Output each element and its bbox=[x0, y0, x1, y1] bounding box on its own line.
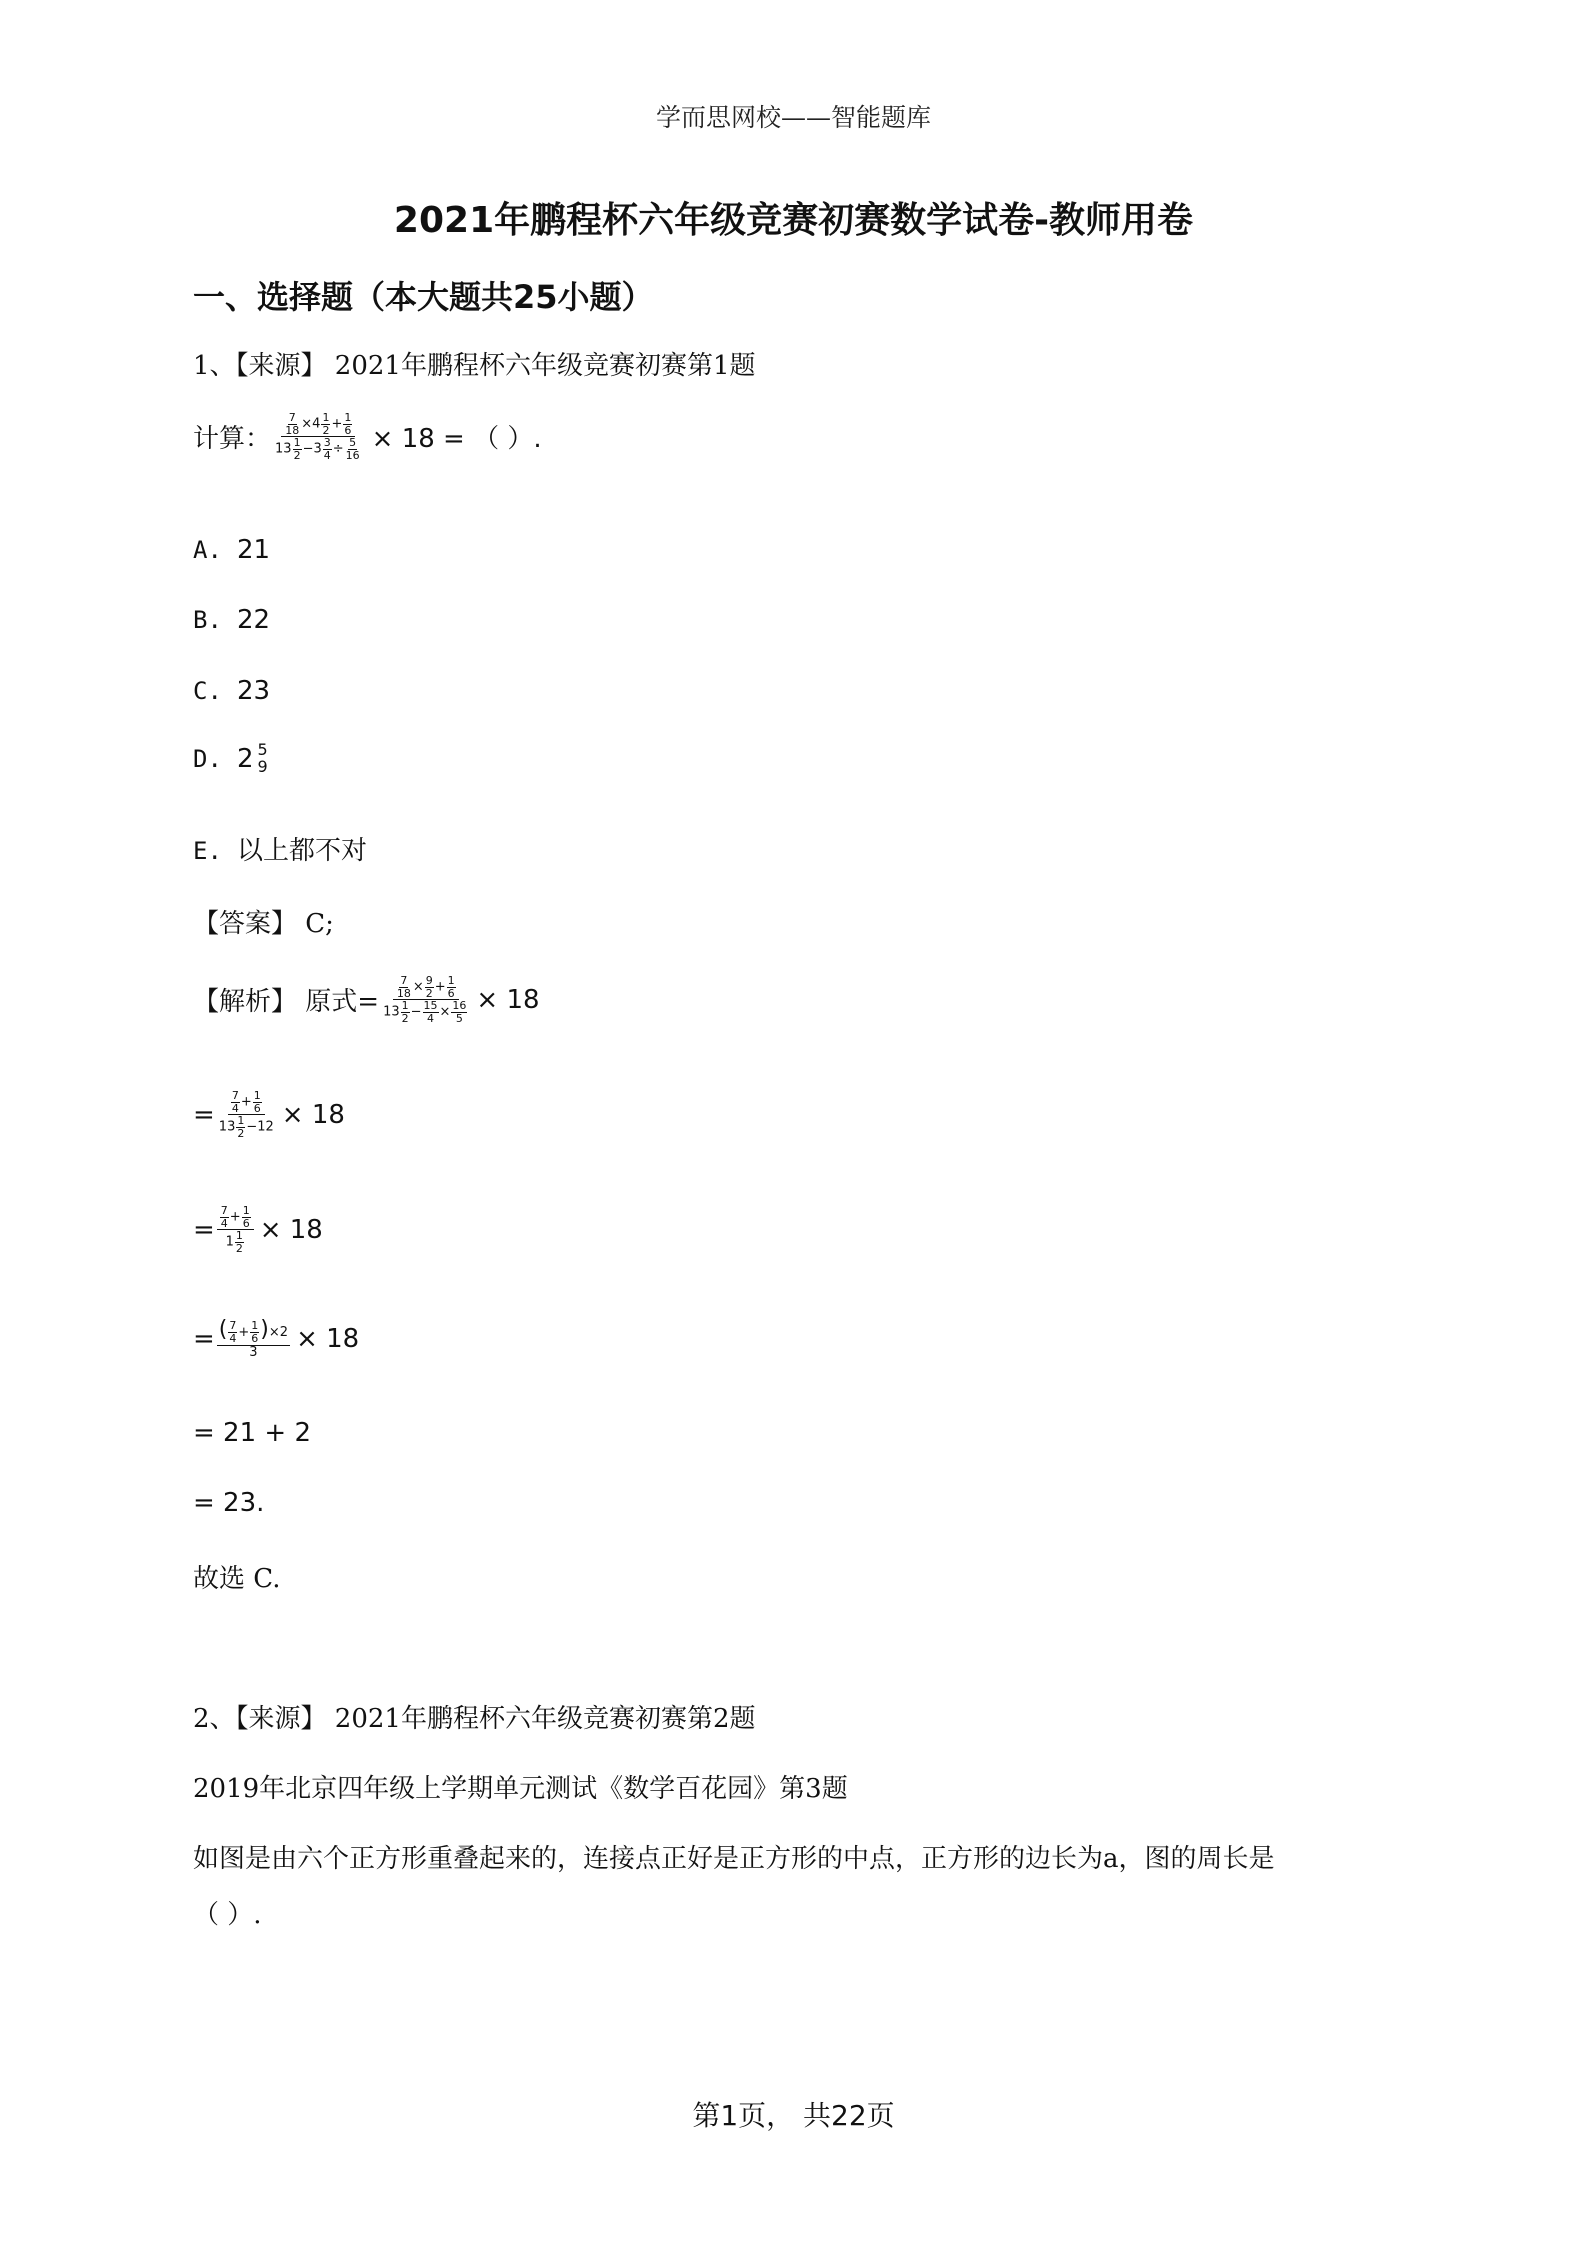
analysis-prefix: 【解析】 原式= bbox=[193, 987, 380, 1018]
times-eighteen: × 18 bbox=[259, 1214, 323, 1245]
q1-analysis-line1 bbox=[193, 975, 540, 1024]
equals-sign: = bbox=[193, 1214, 215, 1245]
option-label: D. bbox=[193, 744, 222, 773]
equals-sign: = bbox=[193, 1099, 215, 1130]
analysis-fraction-2: $\frac{7}{4}$ + $\frac{1}{6}$ 13 $\frac{1}{2}$ −12 bbox=[218, 1089, 274, 1140]
q1-option-c bbox=[193, 676, 270, 706]
q1-stem-suffix: × 18 = （ ）. bbox=[371, 424, 542, 455]
option-label: B. bbox=[193, 606, 222, 634]
page-footer: 第1页， 共22页 bbox=[692, 2099, 895, 2132]
q2-stem-line1: 如图是由六个正方形重叠起来的，连接点正好是正方形的中点，正方形的边长为a，图的周长是 bbox=[193, 1844, 1275, 1874]
q2-source-2: 2019年北京四年级上学期单元测试《数学百花园》第3题 bbox=[193, 1774, 848, 1804]
equals-sign: = bbox=[193, 1323, 215, 1354]
times-eighteen: × 18 bbox=[281, 1099, 345, 1130]
option-label: A. bbox=[193, 536, 222, 564]
q1-analysis-line6: = 23. bbox=[193, 1488, 265, 1518]
option-text: 23 bbox=[237, 676, 271, 706]
option-label: E. bbox=[193, 837, 222, 865]
fraction-denominator: 9 bbox=[257, 756, 268, 776]
fraction-numerator: 5 bbox=[257, 740, 268, 759]
option-text: 22 bbox=[237, 605, 271, 635]
q1-source: 1、【来源】 2021年鹏程杯六年级竞赛初赛第1题 bbox=[193, 351, 756, 381]
q1-analysis-line2 bbox=[193, 1090, 345, 1139]
analysis-fraction-1: $\frac{7}{18}$ × $\frac{9}{2}$ + $\frac{1}{6}$ 13 $\frac{1}{2}$ − $\frac{15}{4}$ × $\frac{16}{5}$ bbox=[383, 974, 467, 1025]
q2-stem-line2: （ ）. bbox=[193, 1900, 262, 1930]
page-header: 学而思网校——智能题库 bbox=[655, 103, 931, 132]
option-label: C. bbox=[193, 677, 222, 705]
document-title: 2021年鹏程杯六年级竞赛初赛数学试卷-教师用卷 bbox=[393, 200, 1194, 241]
q1-analysis-line4 bbox=[193, 1318, 359, 1359]
times-eighteen: × 18 bbox=[296, 1323, 360, 1354]
analysis-fraction-3: $\frac{7}{4}$ + $\frac{1}{6}$ 1 $\frac{1}{2}$ bbox=[217, 1205, 254, 1254]
analysis-fraction-4: ( $\frac{7}{4}$ + $\frac{1}{6}$ )×2 3 bbox=[218, 1317, 289, 1360]
q1-option-a bbox=[193, 535, 270, 565]
q1-option-b bbox=[193, 605, 270, 635]
section-heading: 一、选择题（本大题共25小题） bbox=[193, 278, 654, 316]
q1-stem bbox=[193, 412, 542, 461]
q1-stem-prefix: 计算： bbox=[193, 424, 272, 455]
q1-expression-fraction: $\frac{7}{18}$ ×4 $\frac{1}{2}$ + $\frac{1}{6}$ 13 $\frac{1}{2}$ −3 $\frac{3}{4}$ ÷ $\frac{5}{16}$ bbox=[275, 411, 360, 462]
option-text: 21 bbox=[237, 535, 271, 565]
q1-analysis-line3 bbox=[193, 1205, 323, 1254]
option-d-fraction bbox=[256, 742, 270, 776]
q2-source: 2、【来源】 2021年鹏程杯六年级竞赛初赛第2题 bbox=[193, 1704, 756, 1734]
q1-conclusion: 故选 C. bbox=[193, 1564, 281, 1594]
option-text: 以上都不对 bbox=[237, 836, 368, 866]
q1-analysis-line5: = 21 + 2 bbox=[193, 1418, 311, 1448]
q1-answer: 【答案】 C; bbox=[193, 909, 334, 939]
times-eighteen: × 18 bbox=[476, 984, 540, 1015]
option-text: 2 bbox=[237, 743, 254, 774]
q1-option-e bbox=[193, 830, 367, 867]
q1-option-d bbox=[193, 742, 272, 776]
